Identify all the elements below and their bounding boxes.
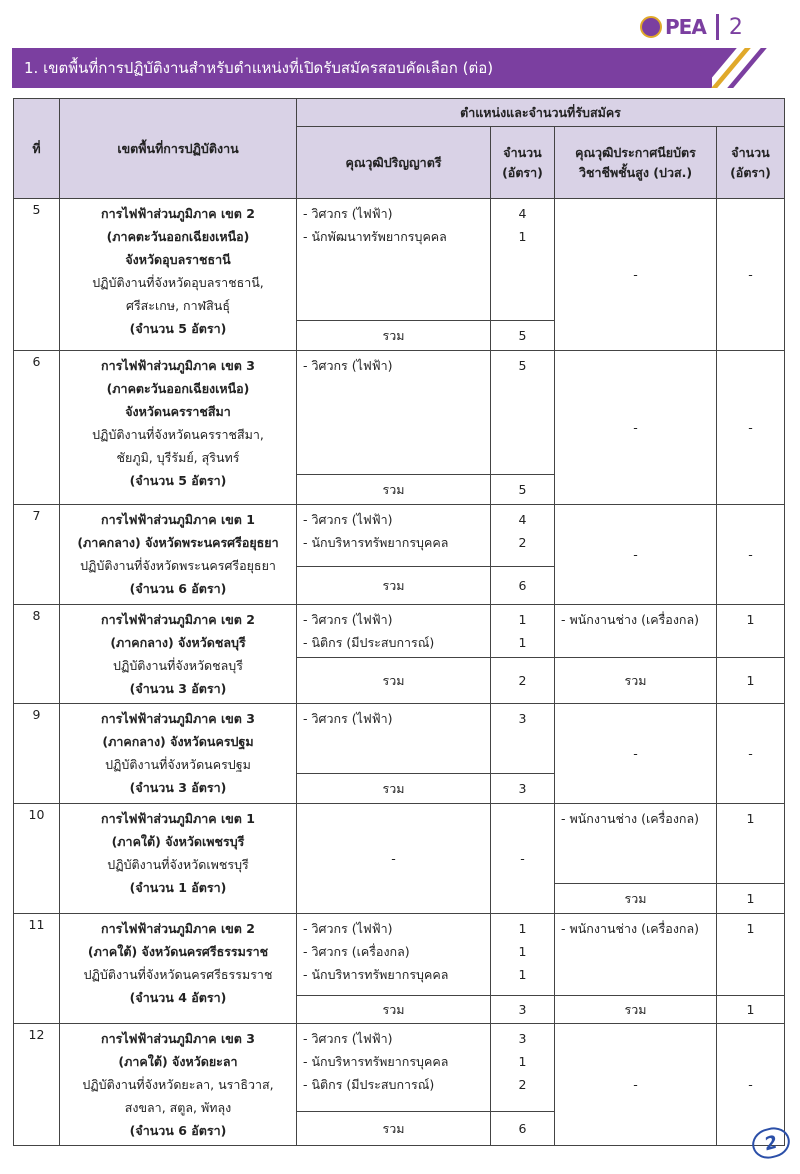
row-number: 6 [14, 351, 60, 505]
area-location-line: ปฏิบัติงานที่จังหวัดอุบลราชธานี, [92, 275, 264, 290]
bachelor-count-cell [491, 505, 555, 567]
bachelor-count: 5 [518, 358, 527, 373]
bachelor-total: 2 [491, 658, 555, 704]
vocational-empty: - [555, 704, 717, 804]
header-positions-group: ตำแหน่งและจำนวนที่รับสมัคร [297, 99, 785, 127]
row-number: 11 [14, 914, 60, 1024]
area-count: (จำนวน 1 อัตรา) [129, 880, 227, 895]
bachelor-count: 1 [518, 612, 527, 627]
vocational-count-empty: - [717, 199, 785, 351]
bachelor-count: 1 [518, 1054, 527, 1069]
table-row [14, 1024, 785, 1112]
vocational-empty: - [555, 351, 717, 505]
bachelor-count-empty: - [491, 804, 555, 914]
area-location-line: ปฏิบัติงานที่จังหวัดพระนครศรีอยุธยา [80, 558, 276, 573]
vocational-count: 1 [746, 921, 755, 936]
row-number: 9 [14, 704, 60, 804]
area-name-line: (ภาคตะวันออกเฉียงเหนือ) [106, 381, 250, 396]
table-row [14, 914, 785, 996]
area-name-line: การไฟฟ้าส่วนภูมิภาค เขต 1 [101, 811, 255, 826]
area-name-line: การไฟฟ้าส่วนภูมิภาค เขต 3 [101, 711, 255, 726]
area-location-line: ปฏิบัติงานที่จังหวัดนครปฐม [105, 757, 251, 772]
bachelor-total: 6 [491, 1112, 555, 1146]
bachelor-position: - วิศวกร (เครื่องกล) [303, 944, 410, 959]
vocational-count-empty: - [717, 1024, 785, 1146]
vocational-count: 1 [746, 811, 755, 826]
vocational-empty: - [555, 199, 717, 351]
vocational-empty: - [555, 505, 717, 605]
vocational-count-cell [717, 804, 785, 884]
positions-table [13, 98, 785, 1146]
bachelor-position: - นักบริหารทรัพยากรบุคคล [303, 967, 449, 982]
area-name-line: การไฟฟ้าส่วนภูมิภาค เขต 3 [101, 358, 255, 373]
area-count: (จำนวน 5 อัตรา) [129, 473, 227, 488]
vocational-total: 1 [717, 884, 785, 914]
bachelor-count: 4 [518, 512, 527, 527]
vocational-count-empty: - [717, 704, 785, 804]
header-bachelor: คุณวุฒิปริญญาตรี [297, 127, 491, 199]
area-location-line: ชัยภูมิ, บุรีรัมย์, สุรินทร์ [116, 450, 240, 465]
bachelor-count: 2 [518, 535, 527, 550]
area-name-line: จังหวัดอุบลราชธานี [125, 252, 231, 267]
row-number: 8 [14, 605, 60, 704]
area-count: (จำนวน 4 อัตรา) [129, 990, 227, 1005]
header-count-bachelor: จำนวน (อัตรา) [491, 127, 555, 199]
area-location-line: ปฏิบัติงานที่จังหวัดนครศรีธรรมราช [83, 967, 273, 982]
bachelor-position: - นักบริหารทรัพยากรบุคคล [303, 1054, 449, 1069]
area-cell [60, 804, 297, 914]
area-name-line: การไฟฟ้าส่วนภูมิภาค เขต 2 [101, 921, 255, 936]
bachelor-total-label: รวม [297, 567, 491, 605]
vocational-total: 1 [717, 658, 785, 704]
footer-page-number: 2 [749, 1124, 793, 1163]
bachelor-position: - วิศวกร (ไฟฟ้า) [303, 612, 393, 627]
vocational-cell [555, 804, 717, 884]
bachelor-empty: - [297, 804, 491, 914]
bachelor-count: 1 [518, 967, 527, 982]
bachelor-total: 5 [491, 321, 555, 351]
area-name-line: จังหวัดนครราชสีมา [125, 404, 231, 419]
area-name-line: (ภาคกลาง) จังหวัดพระนครศรีอยุธยา [77, 535, 279, 550]
vocational-total: 1 [717, 996, 785, 1024]
bachelor-count: 4 [518, 206, 527, 221]
pea-emblem-icon [640, 16, 662, 38]
bachelor-position: - นิติกร (มีประสบการณ์) [303, 635, 435, 650]
header-area: เขตพื้นที่การปฏิบัติงาน [60, 99, 297, 199]
vocational-total-label: รวม [555, 996, 717, 1024]
area-name-line: (ภาคใต้) จังหวัดยะลา [118, 1054, 238, 1069]
vocational-count-empty: - [717, 505, 785, 605]
bachelor-count: 3 [518, 1031, 527, 1046]
bachelor-cell [297, 1024, 491, 1112]
bachelor-total: 3 [491, 774, 555, 804]
area-location-line: สงขลา, สตูล, พัทลุง [124, 1100, 232, 1115]
bachelor-total-label: รวม [297, 1112, 491, 1146]
bachelor-position: - นักพัฒนาทรัพยากรบุคคล [303, 229, 447, 244]
bachelor-cell [297, 605, 491, 658]
logo-text: PEA [665, 15, 706, 39]
area-name-line: (ภาคใต้) จังหวัดเพชรบุรี [111, 834, 245, 849]
header-vocational: คุณวุฒิประกาศนียบัตร วิชาชีพชั้นสูง (ปวส.) [555, 127, 717, 199]
table-row [14, 505, 785, 567]
bachelor-cell [297, 505, 491, 567]
bachelor-total-label: รวม [297, 658, 491, 704]
header-no: ที่ [14, 99, 60, 199]
area-count: (จำนวน 3 อัตรา) [129, 681, 227, 696]
bachelor-position: - วิศวกร (ไฟฟ้า) [303, 711, 393, 726]
bachelor-position: - วิศวกร (ไฟฟ้า) [303, 921, 393, 936]
bachelor-position: - วิศวกร (ไฟฟ้า) [303, 358, 393, 373]
vocational-total-label: รวม [555, 884, 717, 914]
area-cell [60, 605, 297, 704]
bachelor-count-cell [491, 704, 555, 774]
table-row [14, 605, 785, 658]
area-name-line: (ภาคกลาง) จังหวัดชลบุรี [110, 635, 246, 650]
table-row [14, 199, 785, 321]
area-cell [60, 914, 297, 1024]
header-count-vocational: จำนวน (อัตรา) [717, 127, 785, 199]
area-name-line: การไฟฟ้าส่วนภูมิภาค เขต 3 [101, 1031, 255, 1046]
bachelor-count-cell [491, 914, 555, 996]
bachelor-position: - นักบริหารทรัพยากรบุคคล [303, 535, 449, 550]
area-cell [60, 351, 297, 505]
bachelor-cell [297, 351, 491, 475]
vocational-position: - พนักงานช่าง (เครื่องกล) [561, 612, 700, 627]
bachelor-count: 3 [518, 711, 527, 726]
area-name-line: การไฟฟ้าส่วนภูมิภาค เขต 2 [101, 612, 255, 627]
area-cell [60, 1024, 297, 1146]
bachelor-total: 3 [491, 996, 555, 1024]
area-location-line: ปฏิบัติงานที่จังหวัดชลบุรี [113, 658, 243, 673]
row-number: 7 [14, 505, 60, 605]
logo-divider [716, 14, 719, 40]
area-name-line: (ภาคกลาง) จังหวัดนครปฐม [102, 734, 254, 749]
bachelor-count: 1 [518, 944, 527, 959]
bachelor-count: 1 [518, 635, 527, 650]
vocational-count-cell [717, 605, 785, 658]
area-count: (จำนวน 6 อัตรา) [129, 581, 227, 596]
vocational-cell [555, 914, 717, 996]
section-title: 1. เขตพื้นที่การปฏิบัติงานสำหรับตำแหน่งที่เปิดรับสมัครสอบคัดเลือก (ต่อ) [24, 59, 494, 77]
vocational-position: - พนักงานช่าง (เครื่องกล) [561, 921, 700, 936]
bachelor-total: 5 [491, 475, 555, 505]
bachelor-total-label: รวม [297, 321, 491, 351]
pea-logo [640, 14, 743, 40]
area-name-line: (ภาคใต้) จังหวัดนครศรีธรรมราช [87, 944, 269, 959]
bachelor-position: - วิศวกร (ไฟฟ้า) [303, 206, 393, 221]
vocational-count: 1 [746, 612, 755, 627]
bachelor-total: 6 [491, 567, 555, 605]
table-row [14, 804, 785, 884]
area-count: (จำนวน 3 อัตรา) [129, 780, 227, 795]
area-location-line: ปฏิบัติงานที่จังหวัดเพชรบุรี [107, 857, 249, 872]
area-location-line: ศรีสะเกษ, กาฬสินธุ์ [126, 298, 230, 313]
bachelor-cell [297, 199, 491, 321]
area-cell [60, 704, 297, 804]
bachelor-cell [297, 704, 491, 774]
area-cell [60, 505, 297, 605]
bachelor-position: - นิติกร (มีประสบการณ์) [303, 1077, 435, 1092]
bachelor-total-label: รวม [297, 475, 491, 505]
bachelor-count-cell [491, 351, 555, 475]
table-row [14, 704, 785, 774]
bachelor-count-cell [491, 605, 555, 658]
vocational-position: - พนักงานช่าง (เครื่องกล) [561, 811, 700, 826]
bachelor-total-label: รวม [297, 996, 491, 1024]
area-location-line: ปฏิบัติงานที่จังหวัดยะลา, นราธิวาส, [82, 1077, 274, 1092]
table-row [14, 351, 785, 475]
vocational-cell [555, 605, 717, 658]
bachelor-count: 2 [518, 1077, 527, 1092]
bachelor-count-cell [491, 199, 555, 321]
row-number: 10 [14, 804, 60, 914]
area-name-line: (ภาคตะวันออกเฉียงเหนือ) [106, 229, 250, 244]
row-number: 5 [14, 199, 60, 351]
vocational-count-cell [717, 914, 785, 996]
area-name-line: การไฟฟ้าส่วนภูมิภาค เขต 1 [101, 512, 255, 527]
area-count: (จำนวน 5 อัตรา) [129, 321, 227, 336]
bachelor-cell [297, 914, 491, 996]
bachelor-total-label: รวม [297, 774, 491, 804]
vocational-empty: - [555, 1024, 717, 1146]
area-cell [60, 199, 297, 351]
vocational-count-empty: - [717, 351, 785, 505]
bachelor-position: - วิศวกร (ไฟฟ้า) [303, 512, 393, 527]
area-count: (จำนวน 6 อัตรา) [129, 1123, 227, 1138]
bachelor-count-cell [491, 1024, 555, 1112]
bachelor-position: - วิศวกร (ไฟฟ้า) [303, 1031, 393, 1046]
area-location-line: ปฏิบัติงานที่จังหวัดนครราชสีมา, [92, 427, 264, 442]
area-name-line: การไฟฟ้าส่วนภูมิภาค เขต 2 [101, 206, 255, 221]
bachelor-count: 1 [518, 229, 527, 244]
bachelor-count: 1 [518, 921, 527, 936]
page-number-top: 2 [728, 14, 743, 40]
vocational-total-label: รวม [555, 658, 717, 704]
row-number: 12 [14, 1024, 60, 1146]
